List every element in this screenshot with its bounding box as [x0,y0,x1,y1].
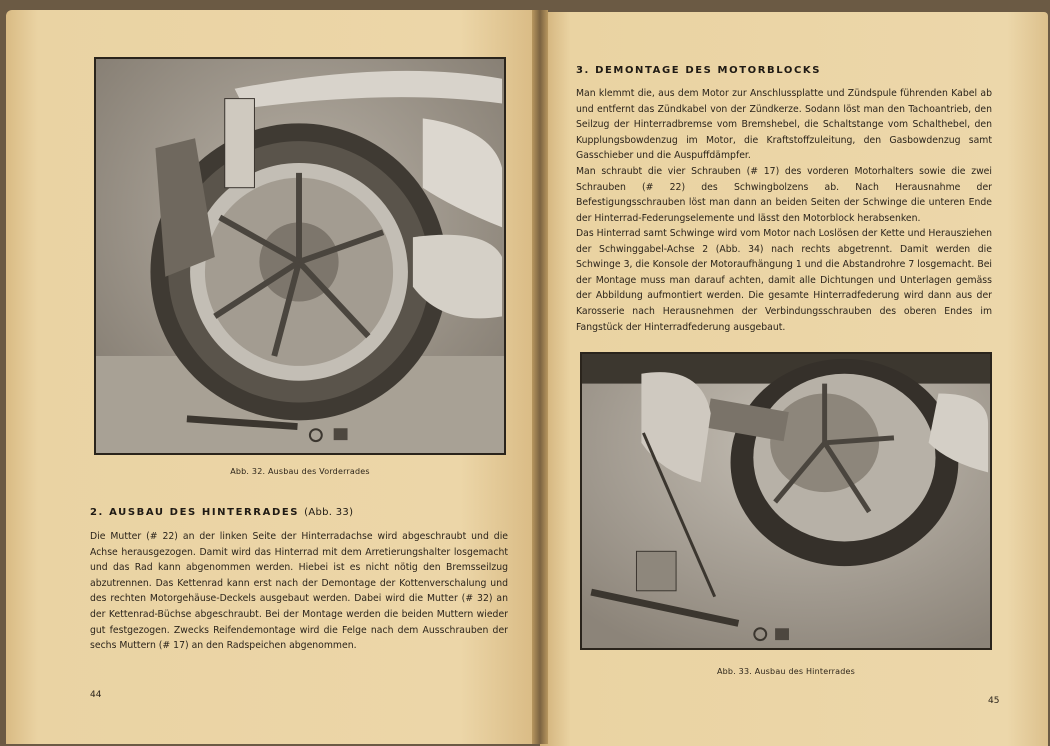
figure-33-photo [580,352,992,650]
section-3-title: DEMONTAGE DES MOTORBLOCKS [595,65,822,76]
section-2-title: AUSBAU DES HINTERRADES [109,507,300,518]
front-wheel-illustration [96,59,504,453]
rear-wheel-illustration [582,354,990,648]
section-2-paragraph: Die Mutter (# 22) an der linken Seite der Hinterradachse wird abgeschraubt und die Achse herausgezogen. Damit wird das Hinterrad mit dem Arretierungshalter losgemacht und das Rad kann abgenommen werden. Hiebei ist es nicht nötig den Bremsseilzug abzutrennen. Das Kettenrad kann erst nach der Demontage der Kottenverschalung und des rechten Motorgehäuse-Deckels ausgebaut werden. Dabei wird die Mutter (# 32) an der Kettenrad-Büchse abgeschraubt. Bei der Montage werden die beiden Muttern wieder gut festgezogen. Zwecks Reifendemontage wird die Felge nach dem Ausschrauben der sechs Muttern (# 17) an den Radspeichen abgenommen. [90,531,508,652]
right-page-number: 45 [988,696,1000,706]
section-3-number: 3. [576,65,590,76]
figure-32-photo [94,57,506,455]
section-2-figure-ref: (Abb. 33) [304,507,354,518]
section-3-paragraph-1: Man klemmt die, aus dem Motor zur Anschlussplatte und Zündspule führenden Kabel ab und entfernt das Zündkabel von der Zündkerze. Sodann löst man den Tachoantrieb, den Seilzug der Hinterradbremse vom Bremshebel, die Schaltstange vom Schalthebel, den Kupplungsbowdenzug im Motor, die Kraftstoffzuleitung, den Gasbowdenzug samt Gasschieber und die Auspuffdämpfer. [576,88,992,162]
left-page-number: 44 [90,690,102,700]
section-2-number: 2. [90,507,104,518]
section-3-paragraph-3: Das Hinterrad samt Schwinge wird vom Motor nach Loslösen der Kette und Herausziehen der Schwinggabel-Achse 2 (Abb. 34) nach rechts abgetrennt. Damit werden die Schwinge 3, die Konsole der Motoraufhängung 1 und die Abstandrohre 7 losgemacht. Bei der Montage muss man darauf achten, damit alle Dichtungen und Unterlagen gemäss der Abbildung aufmontiert werden. Die gesamte Hinterradfederung wird dann aus der Karosserie nach Herausnehmen der Verbindungsschrauben des oberen Endes im Fangstück der Hinterradfederung ausgebaut. [576,228,992,333]
figure-32-caption: Abb. 32. Ausbau des Vorderrades [230,467,370,476]
section-3-paragraph-2: Man schraubt die vier Schrauben (# 17) des vorderen Motorhalters sowie die zwei Schrauben (# 22) des Schwingbolzens ab. Nach Herausnahme der Befestigungsschrauben löst man dann an beiden Seiten der Schwinge die unteren Ende der Hinterrad-Federungselemente und lässt den Motorblock herabsenken. [576,166,992,224]
section-2-heading [90,507,353,518]
book-gutter [532,10,548,744]
figure-33-caption: Abb. 33. Ausbau des Hinterrades [716,667,856,676]
section-3-heading [576,65,821,76]
